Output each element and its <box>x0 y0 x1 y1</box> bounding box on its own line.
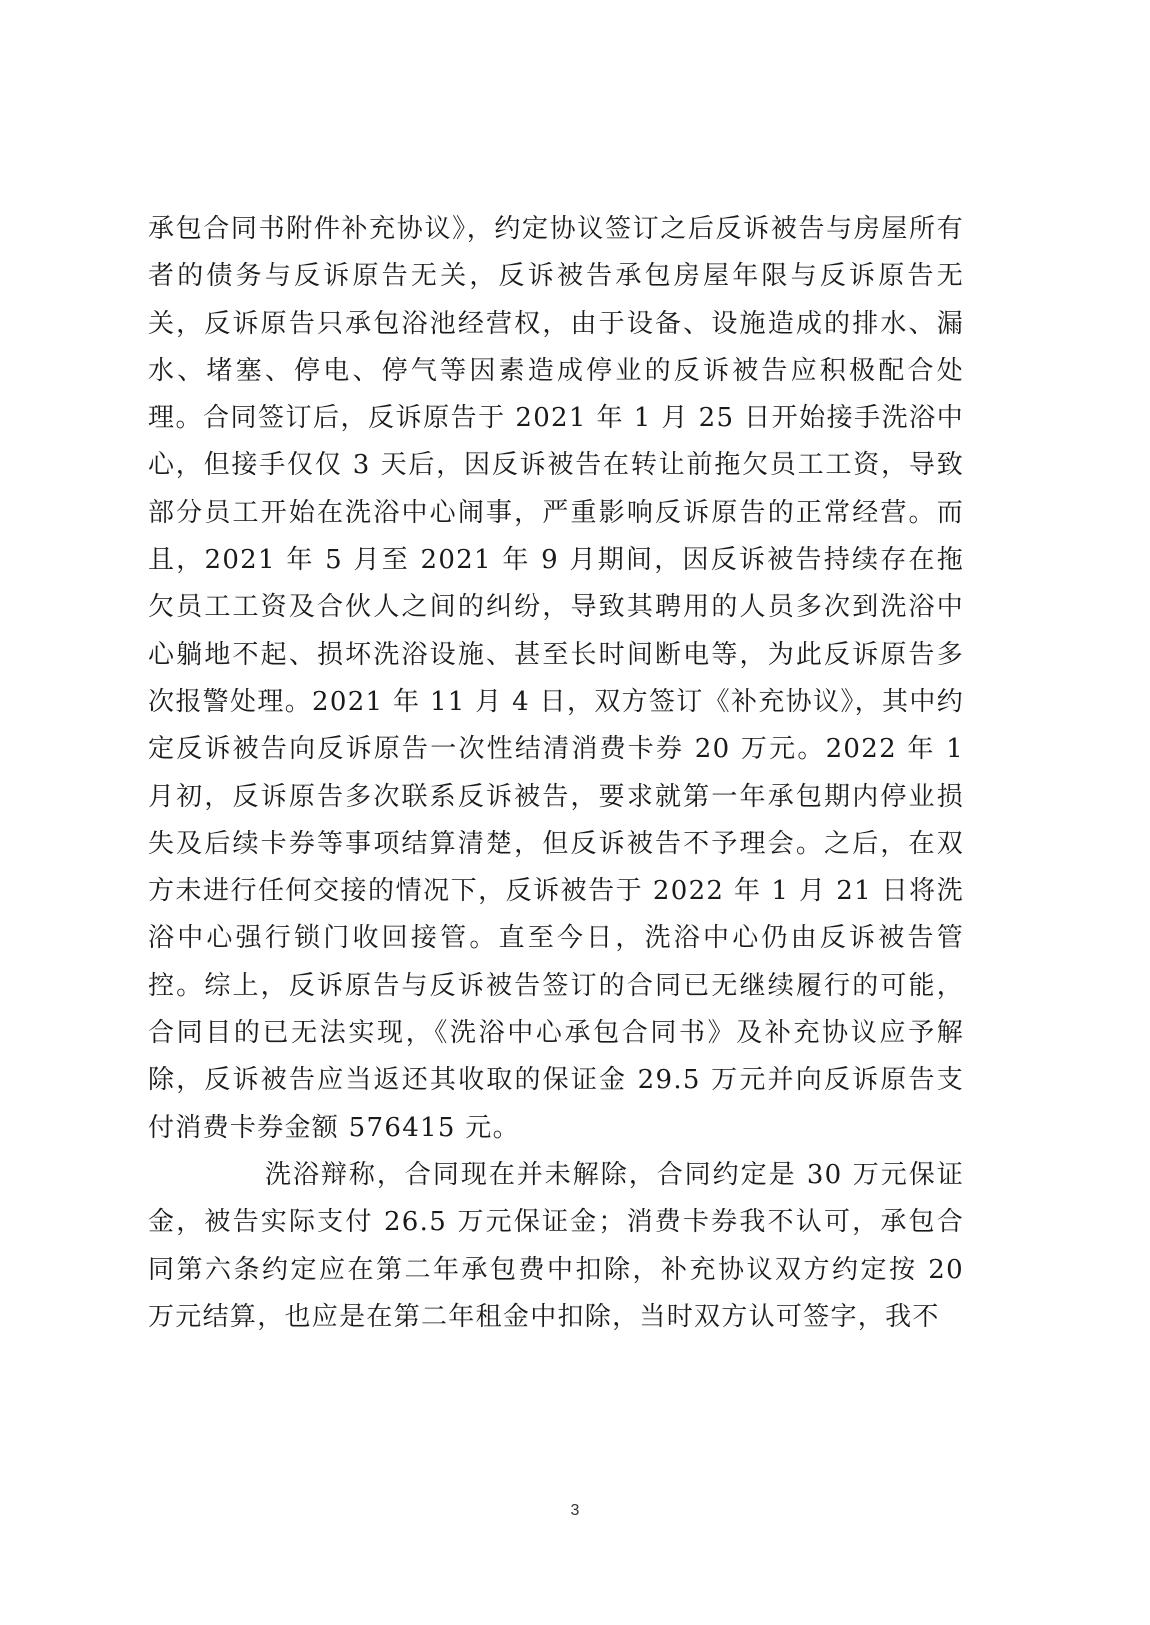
page-number: 3 <box>570 1502 580 1519</box>
paragraph-defense-statement: 洗浴辩称，合同现在并未解除，合同约定是 30 万元保证金，被告实际支付 26.5 万元保证金；消费卡券我不认可，承包合同第六条约定应在第二年承包费中扣除，补充协议双方约定按 20 万元结算，也应是在第二年租金中扣除，当时双方认可签字，我不 <box>148 1159 964 1332</box>
paragraph-counterclaim-facts: 承包合同书附件补充协议》，约定协议签订之后反诉被告与房屋所有者的债务与反诉原告无关，反诉被告承包房屋年限与反诉原告无关，反诉原告只承包浴池经营权，由于设备、设施造成的排水、漏水、堵塞、停电、停气等因素造成停业的反诉被告应积极配合处理。合同签订后，反诉原告于 2021 年 1 月 25 日开始接手洗浴中心，但接手仅仅 3 天后，因反诉被告在转让前拖欠员工工资，导致部分员工开始在洗浴中心闹事，严重影响反诉原告的正常经营。而且，2021 年 5 月至 2021 年 9 月期间，因反诉被告持续存在拖欠员工工资及合伙人之间的纠纷，导致其聘用的人员多次到洗浴中心躺地不起、损坏洗浴设施、甚至长时间断电等，为此反诉原告多次报警处理。2021 年 11 月 4 日，双方签订《补充协议》，其中约定反诉被告向反诉原告一次性结清消费卡券 20 万元。2022 年 1 月初，反诉原告多次联系反诉被告，要求就第一年承包期内停业损失及后续卡券等事项结算清楚，但反诉被告不予理会。之后，在双方未进行任何交接的情况下，反诉被告于 2022 年 1 月 21 日将洗浴中心强行锁门收回接管。直至今日，洗浴中心仍由反诉被告管控。综上，反诉原告与反诉被告签订的合同已无继续履行的可能，合同目的已无法实现，《洗浴中心承包合同书》及补充协议应予解除，反诉被告应当返还其收取的保证金 29.5 万元并向反诉原告支付消费卡券金额 576415 元。 <box>148 214 964 1143</box>
document-body <box>148 206 964 1341</box>
